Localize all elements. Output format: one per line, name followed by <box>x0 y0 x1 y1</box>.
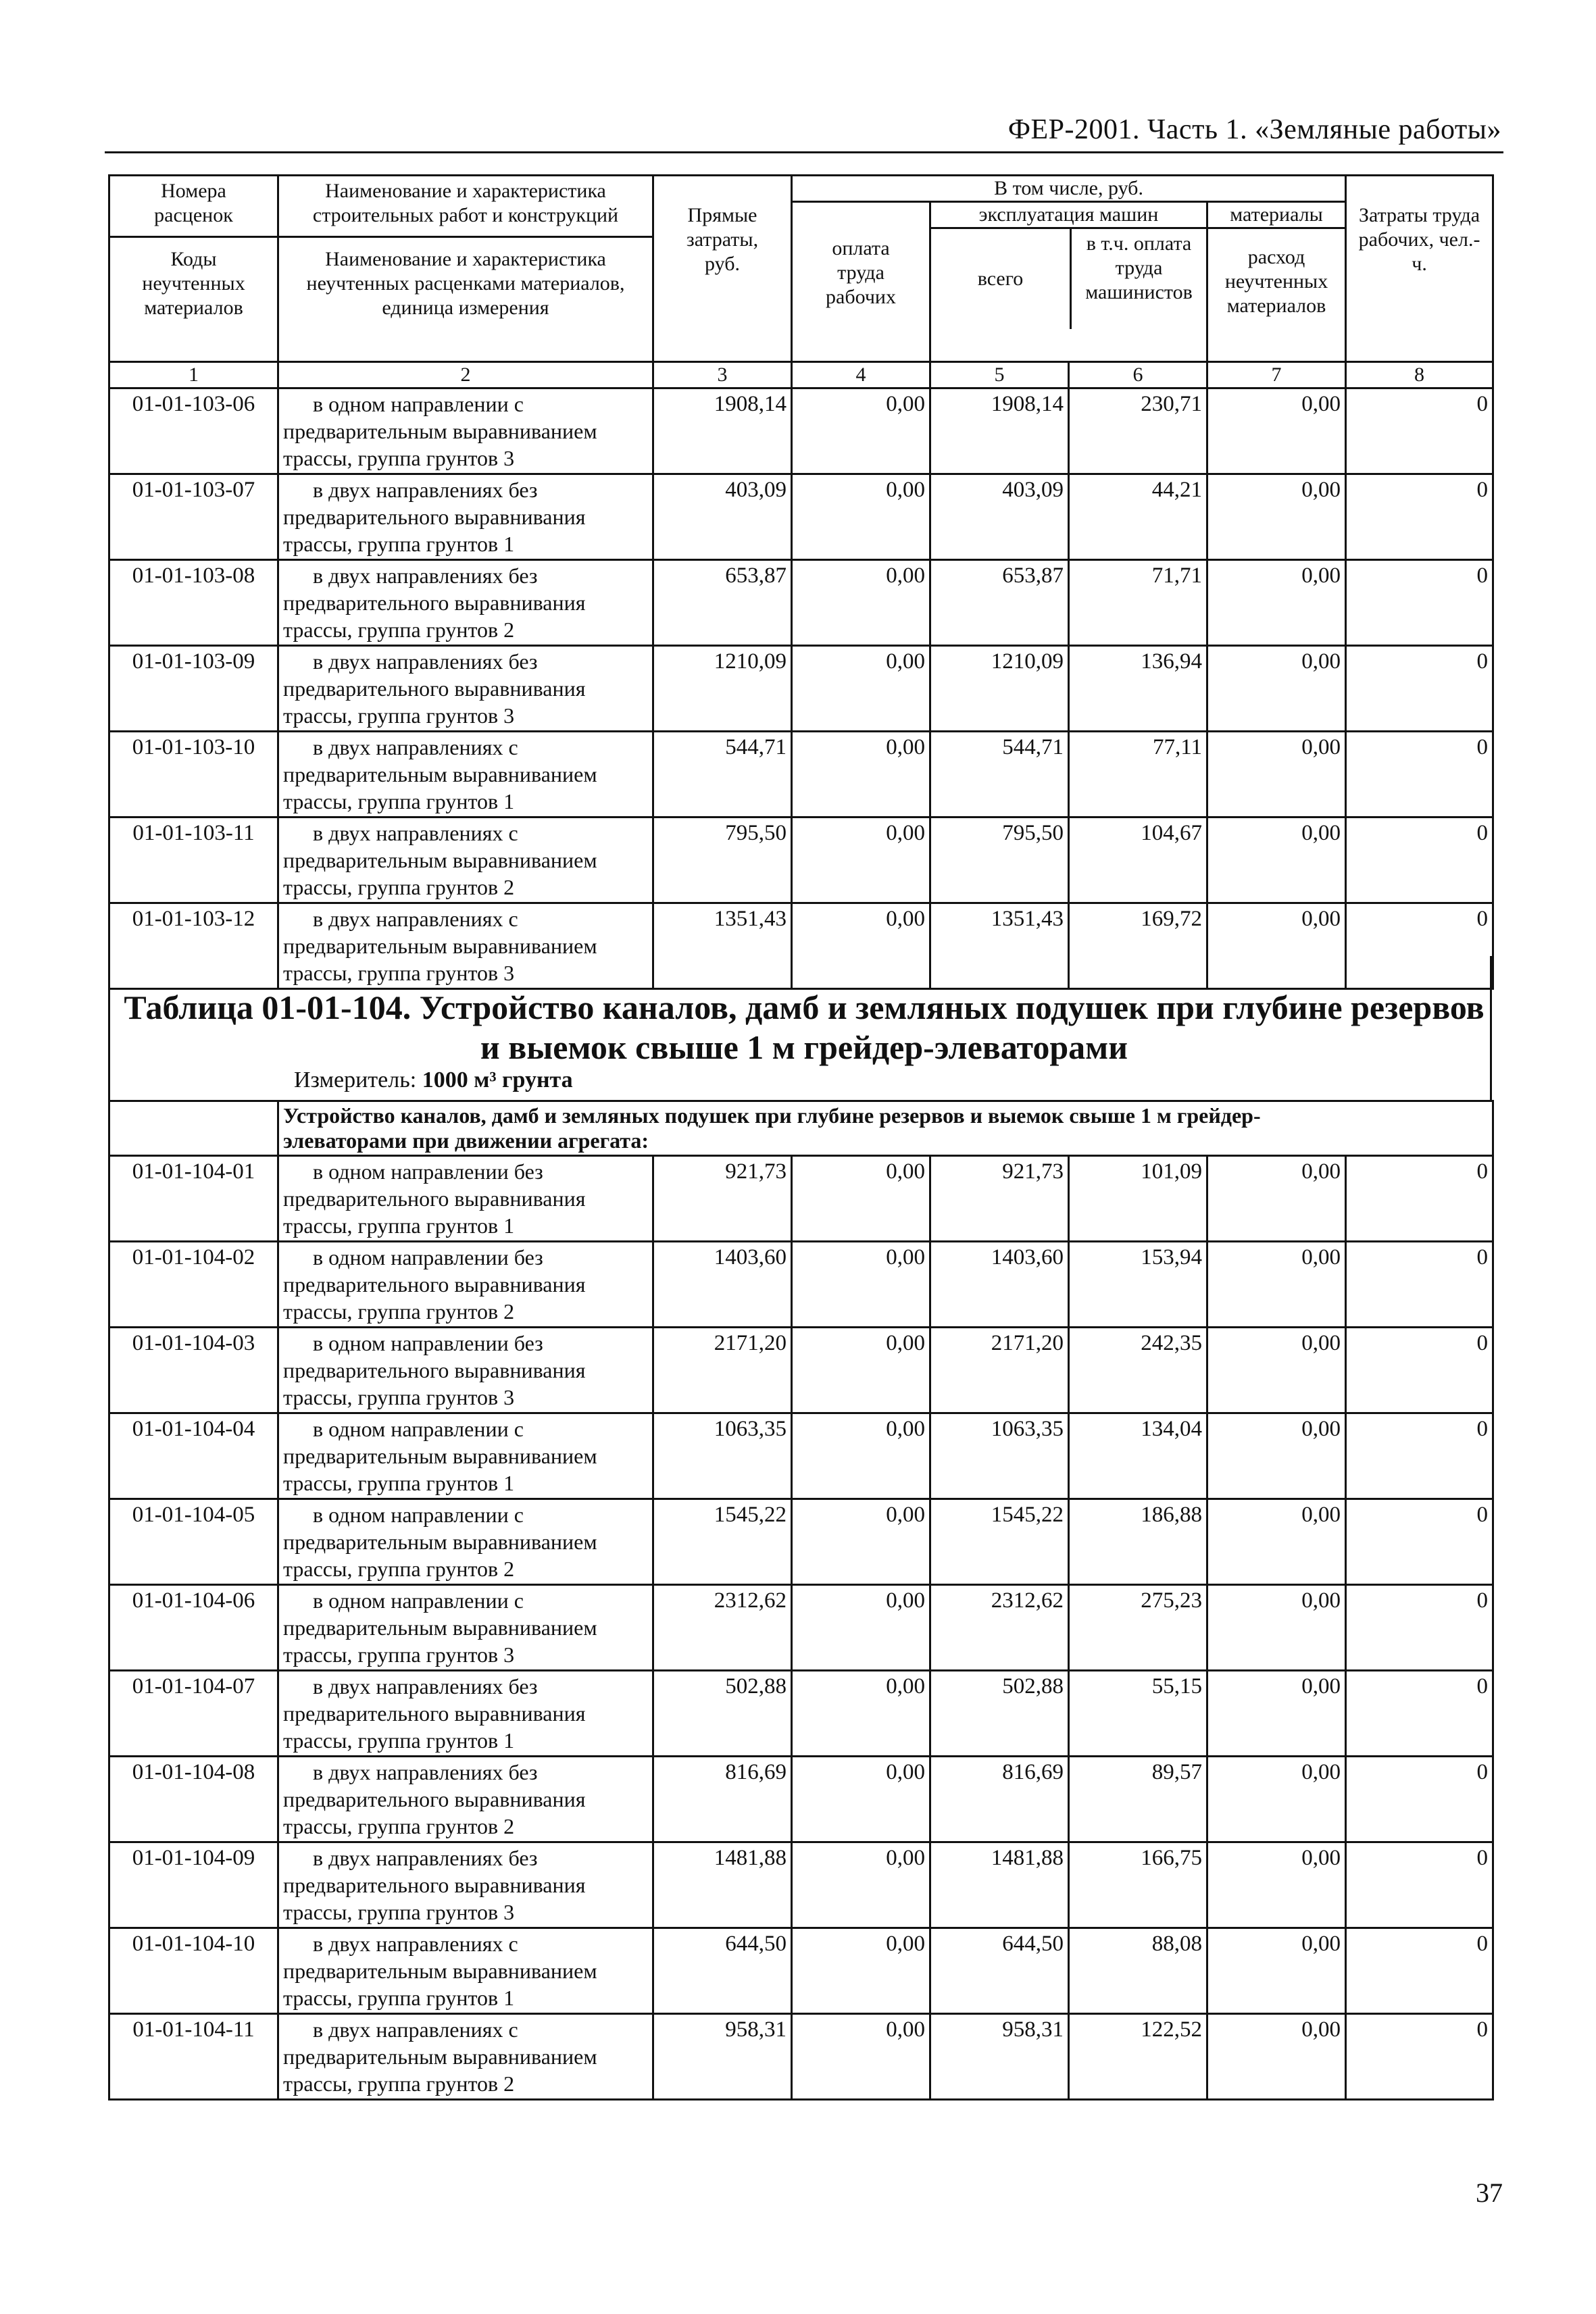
machines-total: 1210,09 <box>930 645 1069 731</box>
labor-pay: 0,00 <box>792 1241 930 1327</box>
machines-total: 921,73 <box>930 1155 1069 1241</box>
column-numbers-row <box>109 362 1493 388</box>
rate-code: 01-01-104-06 <box>109 1584 278 1670</box>
column-number: 8 <box>1346 362 1493 388</box>
description-line: трассы, группа грунтов 1 <box>283 1470 515 1495</box>
labor-hours: 0 <box>1346 1928 1493 2013</box>
rate-code: 01-01-104-07 <box>109 1670 278 1756</box>
machines-total: 816,69 <box>930 1756 1069 1842</box>
group-heading-line2: элеваторами при движении агрегата: <box>283 1128 649 1153</box>
description-line: предварительным выравниванием <box>283 418 597 443</box>
rate-code: 01-01-103-11 <box>109 817 278 903</box>
table-104-title <box>115 988 1493 1067</box>
measure-label: Измеритель: <box>294 1067 422 1092</box>
rate-code: 01-01-104-11 <box>109 2013 278 2099</box>
materials-usage: 0,00 <box>1207 1756 1346 1842</box>
labor-pay: 0,00 <box>792 645 930 731</box>
description-line: предварительного выравнивания <box>283 676 586 701</box>
description-line: в двух направлениях с <box>313 820 518 845</box>
labor-pay: 0,00 <box>792 1413 930 1499</box>
col-header-code-top: Номера расценок <box>110 176 277 238</box>
machines-total: 795,50 <box>930 817 1069 903</box>
direct-costs: 2171,20 <box>653 1327 792 1413</box>
col-header-machines-split <box>931 229 1206 329</box>
description-line: предварительным выравниванием <box>283 2044 597 2069</box>
rate-code: 01-01-103-06 <box>109 388 278 474</box>
rate-description <box>278 645 653 731</box>
rates-table-104 <box>108 1100 1494 2101</box>
col-header-code <box>109 176 278 362</box>
col-header-including: В том числе, руб. <box>792 176 1346 202</box>
col-header-materials-usage: расход неучтенных материалов <box>1224 246 1328 317</box>
description-line: предварительным выравниванием <box>283 933 597 958</box>
materials-usage: 0,00 <box>1207 731 1346 817</box>
rate-description <box>278 731 653 817</box>
description-line: в одном направлении без <box>313 1244 543 1269</box>
description-line: трассы, группа грунтов 2 <box>283 2071 515 2096</box>
operators-pay: 77,11 <box>1069 731 1207 817</box>
operators-pay: 186,88 <box>1069 1499 1207 1584</box>
description-line: предварительного выравнивания <box>283 1272 586 1297</box>
rate-description <box>278 1155 653 1241</box>
rates-table-103 <box>108 174 1494 990</box>
description-line: в двух направлениях с <box>313 2017 518 2042</box>
machines-total: 544,71 <box>930 731 1069 817</box>
description-line: предварительного выравнивания <box>283 504 586 529</box>
direct-costs: 1210,09 <box>653 645 792 731</box>
direct-costs: 795,50 <box>653 817 792 903</box>
labor-hours: 0 <box>1346 1499 1493 1584</box>
direct-costs: 2312,62 <box>653 1584 792 1670</box>
rate-description <box>278 1584 653 1670</box>
rate-description <box>278 474 653 559</box>
operators-pay: 44,21 <box>1069 474 1207 559</box>
page-number: 37 <box>1476 2178 1503 2208</box>
description-line: предварительным выравниванием <box>283 1958 597 1983</box>
labor-pay: 0,00 <box>792 1842 930 1928</box>
labor-hours: 0 <box>1346 645 1493 731</box>
description-line: предварительного выравнивания <box>283 590 586 615</box>
description-line: предварительного выравнивания <box>283 1872 586 1897</box>
rate-description <box>278 1756 653 1842</box>
machines-total: 1481,88 <box>930 1842 1069 1928</box>
column-number: 2 <box>278 362 653 388</box>
table-row <box>109 1842 1493 1928</box>
direct-costs: 1481,88 <box>653 1842 792 1928</box>
col-header-direct: Прямые затраты, руб. <box>653 176 792 362</box>
labor-hours: 0 <box>1346 731 1493 817</box>
labor-pay: 0,00 <box>792 559 930 645</box>
group-heading-row <box>109 1101 1493 1156</box>
description-line: трассы, группа грунтов 3 <box>283 960 515 985</box>
description-line: в одном направлении с <box>313 1502 524 1527</box>
description-line: трассы, группа грунтов 3 <box>283 445 515 470</box>
group-heading-empty-cell <box>109 1101 278 1156</box>
description-line: в двух направлениях без <box>313 1845 538 1870</box>
labor-pay: 0,00 <box>792 1327 930 1413</box>
description-line: предварительного выравнивания <box>283 1701 586 1726</box>
rate-description <box>278 1499 653 1584</box>
description-line: трассы, группа грунтов 3 <box>283 1384 515 1409</box>
measure-value: 1000 м³ грунта <box>422 1067 573 1092</box>
rate-code: 01-01-104-04 <box>109 1413 278 1499</box>
column-number: 4 <box>792 362 930 388</box>
column-number: 6 <box>1069 362 1207 388</box>
materials-usage: 0,00 <box>1207 1327 1346 1413</box>
description-line: в двух направлениях без <box>313 563 538 588</box>
description-line: предварительного выравнивания <box>283 1357 586 1382</box>
rate-code: 01-01-104-05 <box>109 1499 278 1584</box>
rate-code: 01-01-103-09 <box>109 645 278 731</box>
materials-usage: 0,00 <box>1207 817 1346 903</box>
col-header-hours: Затраты труда рабочих, чел.-ч. <box>1346 176 1493 362</box>
labor-pay: 0,00 <box>792 817 930 903</box>
table-104-title-line2: и выемок свыше 1 м грейдер-элеваторами <box>480 1028 1128 1066</box>
column-number: 1 <box>109 362 278 388</box>
description-line: в одном направлении с <box>313 391 524 416</box>
rate-description <box>278 817 653 903</box>
description-line: в двух направлениях без <box>313 477 538 502</box>
materials-usage: 0,00 <box>1207 2013 1346 2099</box>
operators-pay: 242,35 <box>1069 1327 1207 1413</box>
machines-total: 1545,22 <box>930 1499 1069 1584</box>
machines-total: 1063,35 <box>930 1413 1069 1499</box>
description-line: в двух направлениях без <box>313 1759 538 1784</box>
rate-code: 01-01-103-07 <box>109 474 278 559</box>
machines-total: 1351,43 <box>930 903 1069 988</box>
operators-pay: 166,75 <box>1069 1842 1207 1928</box>
col-header-materials-group <box>1207 202 1346 362</box>
labor-hours: 0 <box>1346 1327 1493 1413</box>
col-header-machines-total: всего <box>931 229 1072 329</box>
labor-pay: 0,00 <box>792 731 930 817</box>
description-line: трассы, группа грунтов 2 <box>283 874 515 899</box>
rate-description <box>278 1670 653 1756</box>
description-line: трассы, группа грунтов 2 <box>283 617 515 642</box>
materials-usage: 0,00 <box>1207 1499 1346 1584</box>
column-number: 7 <box>1207 362 1346 388</box>
direct-costs: 1351,43 <box>653 903 792 988</box>
rate-description <box>278 1327 653 1413</box>
description-line: трассы, группа грунтов 1 <box>283 531 515 556</box>
machines-total: 653,87 <box>930 559 1069 645</box>
labor-pay: 0,00 <box>792 903 930 988</box>
table-row <box>109 1413 1493 1499</box>
table-row <box>109 817 1493 903</box>
description-line: трассы, группа грунтов 1 <box>283 1728 515 1753</box>
materials-usage: 0,00 <box>1207 1241 1346 1327</box>
col-header-labor: оплата труда рабочих <box>792 202 930 362</box>
materials-usage: 0,00 <box>1207 1928 1346 2013</box>
machines-total: 2312,62 <box>930 1584 1069 1670</box>
direct-costs: 653,87 <box>653 559 792 645</box>
description-line: предварительным выравниванием <box>283 761 597 786</box>
direct-costs: 502,88 <box>653 1670 792 1756</box>
table-row <box>109 1499 1493 1584</box>
rate-code: 01-01-104-09 <box>109 1842 278 1928</box>
description-line: предварительного выравнивания <box>283 1786 586 1811</box>
table-row <box>109 1928 1493 2013</box>
labor-hours: 0 <box>1346 903 1493 988</box>
materials-usage: 0,00 <box>1207 474 1346 559</box>
operators-pay: 101,09 <box>1069 1155 1207 1241</box>
rate-code: 01-01-104-02 <box>109 1241 278 1327</box>
operators-pay: 88,08 <box>1069 1928 1207 2013</box>
materials-usage: 0,00 <box>1207 645 1346 731</box>
labor-hours: 0 <box>1346 1413 1493 1499</box>
direct-costs: 1403,60 <box>653 1241 792 1327</box>
rate-code: 01-01-103-12 <box>109 903 278 988</box>
rate-description <box>278 1928 653 2013</box>
description-line: в двух направлениях без <box>313 1674 538 1699</box>
col-header-code-bottom: Коды неучтенных материалов <box>142 248 245 319</box>
direct-costs: 403,09 <box>653 474 792 559</box>
machines-total: 644,50 <box>930 1928 1069 2013</box>
description-line: предварительным выравниванием <box>283 1443 597 1468</box>
group-heading-line1: Устройство каналов, дамб и земляных подушек при глубине резервов и выемок свыше 1 м грейдер- <box>283 1103 1261 1128</box>
table-row <box>109 903 1493 988</box>
operators-pay: 153,94 <box>1069 1241 1207 1327</box>
machines-total: 1908,14 <box>930 388 1069 474</box>
running-header: ФЕР-2001. Часть 1. «Земляные работы» <box>1007 114 1501 145</box>
labor-hours: 0 <box>1346 1584 1493 1670</box>
materials-usage: 0,00 <box>1207 1842 1346 1928</box>
description-line: трассы, группа грунтов 3 <box>283 1899 515 1924</box>
direct-costs: 644,50 <box>653 1928 792 2013</box>
operators-pay: 104,67 <box>1069 817 1207 903</box>
direct-costs: 1545,22 <box>653 1499 792 1584</box>
labor-hours: 0 <box>1346 474 1493 559</box>
description-line: предварительным выравниванием <box>283 847 597 872</box>
description-line: предварительным выравниванием <box>283 1529 597 1554</box>
operators-pay: 55,15 <box>1069 1670 1207 1756</box>
table-row <box>109 1756 1493 1842</box>
description-line: в двух направлениях с <box>313 734 518 759</box>
description-line: трассы, группа грунтов 1 <box>283 1213 515 1238</box>
labor-pay: 0,00 <box>792 1499 930 1584</box>
description-line: трассы, группа грунтов 2 <box>283 1299 515 1324</box>
labor-pay: 0,00 <box>792 1756 930 1842</box>
rate-code: 01-01-103-10 <box>109 731 278 817</box>
direct-costs: 1908,14 <box>653 388 792 474</box>
labor-hours: 0 <box>1346 559 1493 645</box>
description-line: предварительным выравниванием <box>283 1615 597 1640</box>
operators-pay: 169,72 <box>1069 903 1207 988</box>
table-row <box>109 388 1493 474</box>
table-row <box>109 474 1493 559</box>
table-row <box>109 731 1493 817</box>
rate-description <box>278 1842 653 1928</box>
col-header-name <box>278 176 653 362</box>
table-104-title-line1: Таблица 01-01-104. Устройство каналов, дамб и земляных подушек при глубине резервов <box>124 988 1485 1026</box>
materials-usage: 0,00 <box>1207 1155 1346 1241</box>
labor-hours: 0 <box>1346 1756 1493 1842</box>
labor-pay: 0,00 <box>792 1670 930 1756</box>
labor-hours: 0 <box>1346 2013 1493 2099</box>
col-header-materials: материалы <box>1208 203 1345 229</box>
description-line: в одном направлении с <box>313 1588 524 1613</box>
operators-pay: 134,04 <box>1069 1413 1207 1499</box>
rate-code: 01-01-104-03 <box>109 1327 278 1413</box>
table-row <box>109 1327 1493 1413</box>
operators-pay: 71,71 <box>1069 559 1207 645</box>
labor-hours: 0 <box>1346 388 1493 474</box>
rate-description <box>278 1241 653 1327</box>
machines-total: 1403,60 <box>930 1241 1069 1327</box>
labor-hours: 0 <box>1346 1155 1493 1241</box>
machines-total: 502,88 <box>930 1670 1069 1756</box>
table-row <box>109 1155 1493 1241</box>
labor-pay: 0,00 <box>792 1928 930 2013</box>
table-row <box>109 1670 1493 1756</box>
direct-costs: 921,73 <box>653 1155 792 1241</box>
description-line: трассы, группа грунтов 3 <box>283 1642 515 1667</box>
operators-pay: 275,23 <box>1069 1584 1207 1670</box>
rate-code: 01-01-104-08 <box>109 1756 278 1842</box>
direct-costs: 816,69 <box>653 1756 792 1842</box>
machines-total: 2171,20 <box>930 1327 1069 1413</box>
materials-usage: 0,00 <box>1207 1413 1346 1499</box>
rate-code: 01-01-103-08 <box>109 559 278 645</box>
column-number: 3 <box>653 362 792 388</box>
direct-costs: 544,71 <box>653 731 792 817</box>
description-line: трассы, группа грунтов 2 <box>283 1556 515 1581</box>
table-row <box>109 1241 1493 1327</box>
description-line: в двух направлениях без <box>313 649 538 674</box>
description-line: трассы, группа грунтов 3 <box>283 703 515 728</box>
rate-code: 01-01-104-01 <box>109 1155 278 1241</box>
col-header-operators-pay: в т.ч. оплата труда машинистов <box>1085 232 1193 303</box>
description-line: в двух направлениях с <box>313 906 518 931</box>
header-rule <box>105 151 1503 153</box>
direct-costs: 958,31 <box>653 2013 792 2099</box>
labor-hours: 0 <box>1346 817 1493 903</box>
table-row <box>109 2013 1493 2099</box>
description-line: в одном направлении без <box>313 1330 543 1355</box>
description-line: трассы, группа грунтов 1 <box>283 1985 515 2010</box>
operators-pay: 122,52 <box>1069 2013 1207 2099</box>
description-line: предварительного выравнивания <box>283 1186 586 1211</box>
operators-pay: 136,94 <box>1069 645 1207 731</box>
materials-usage: 0,00 <box>1207 1584 1346 1670</box>
labor-hours: 0 <box>1346 1842 1493 1928</box>
rate-description <box>278 388 653 474</box>
direct-costs: 1063,35 <box>653 1413 792 1499</box>
machines-total: 958,31 <box>930 2013 1069 2099</box>
labor-pay: 0,00 <box>792 388 930 474</box>
table-row <box>109 1584 1493 1670</box>
col-header-machines-group <box>930 202 1207 362</box>
description-line: в одном направлении без <box>313 1159 543 1184</box>
labor-pay: 0,00 <box>792 1155 930 1241</box>
operators-pay: 89,57 <box>1069 1756 1207 1842</box>
labor-hours: 0 <box>1346 1241 1493 1327</box>
col-header-name-top: Наименование и характеристика строительных работ и конструкций <box>279 176 652 238</box>
rate-description <box>278 1413 653 1499</box>
description-line: трассы, группа грунтов 2 <box>283 1813 515 1838</box>
frame-left <box>108 956 110 1100</box>
table-row <box>109 645 1493 731</box>
materials-usage: 0,00 <box>1207 1670 1346 1756</box>
labor-hours: 0 <box>1346 1670 1493 1756</box>
labor-pay: 0,00 <box>792 474 930 559</box>
labor-pay: 0,00 <box>792 2013 930 2099</box>
group-heading <box>278 1101 1493 1156</box>
description-line: в двух направлениях с <box>313 1931 518 1956</box>
description-line: в одном направлении с <box>313 1416 524 1441</box>
col-header-name-bottom: Наименование и характеристика неучтенных расценками материалов, единица измерения <box>306 248 625 319</box>
operators-pay: 230,71 <box>1069 388 1207 474</box>
materials-usage: 0,00 <box>1207 559 1346 645</box>
table-row <box>109 559 1493 645</box>
rate-description <box>278 559 653 645</box>
measure-unit <box>294 1067 573 1093</box>
materials-usage: 0,00 <box>1207 903 1346 988</box>
description-line: трассы, группа грунтов 1 <box>283 788 515 813</box>
materials-usage: 0,00 <box>1207 388 1346 474</box>
rate-description <box>278 903 653 988</box>
rate-description <box>278 2013 653 2099</box>
rate-code: 01-01-104-10 <box>109 1928 278 2013</box>
machines-total: 403,09 <box>930 474 1069 559</box>
column-number: 5 <box>930 362 1069 388</box>
labor-pay: 0,00 <box>792 1584 930 1670</box>
col-header-machines: эксплуатация машин <box>931 203 1206 229</box>
